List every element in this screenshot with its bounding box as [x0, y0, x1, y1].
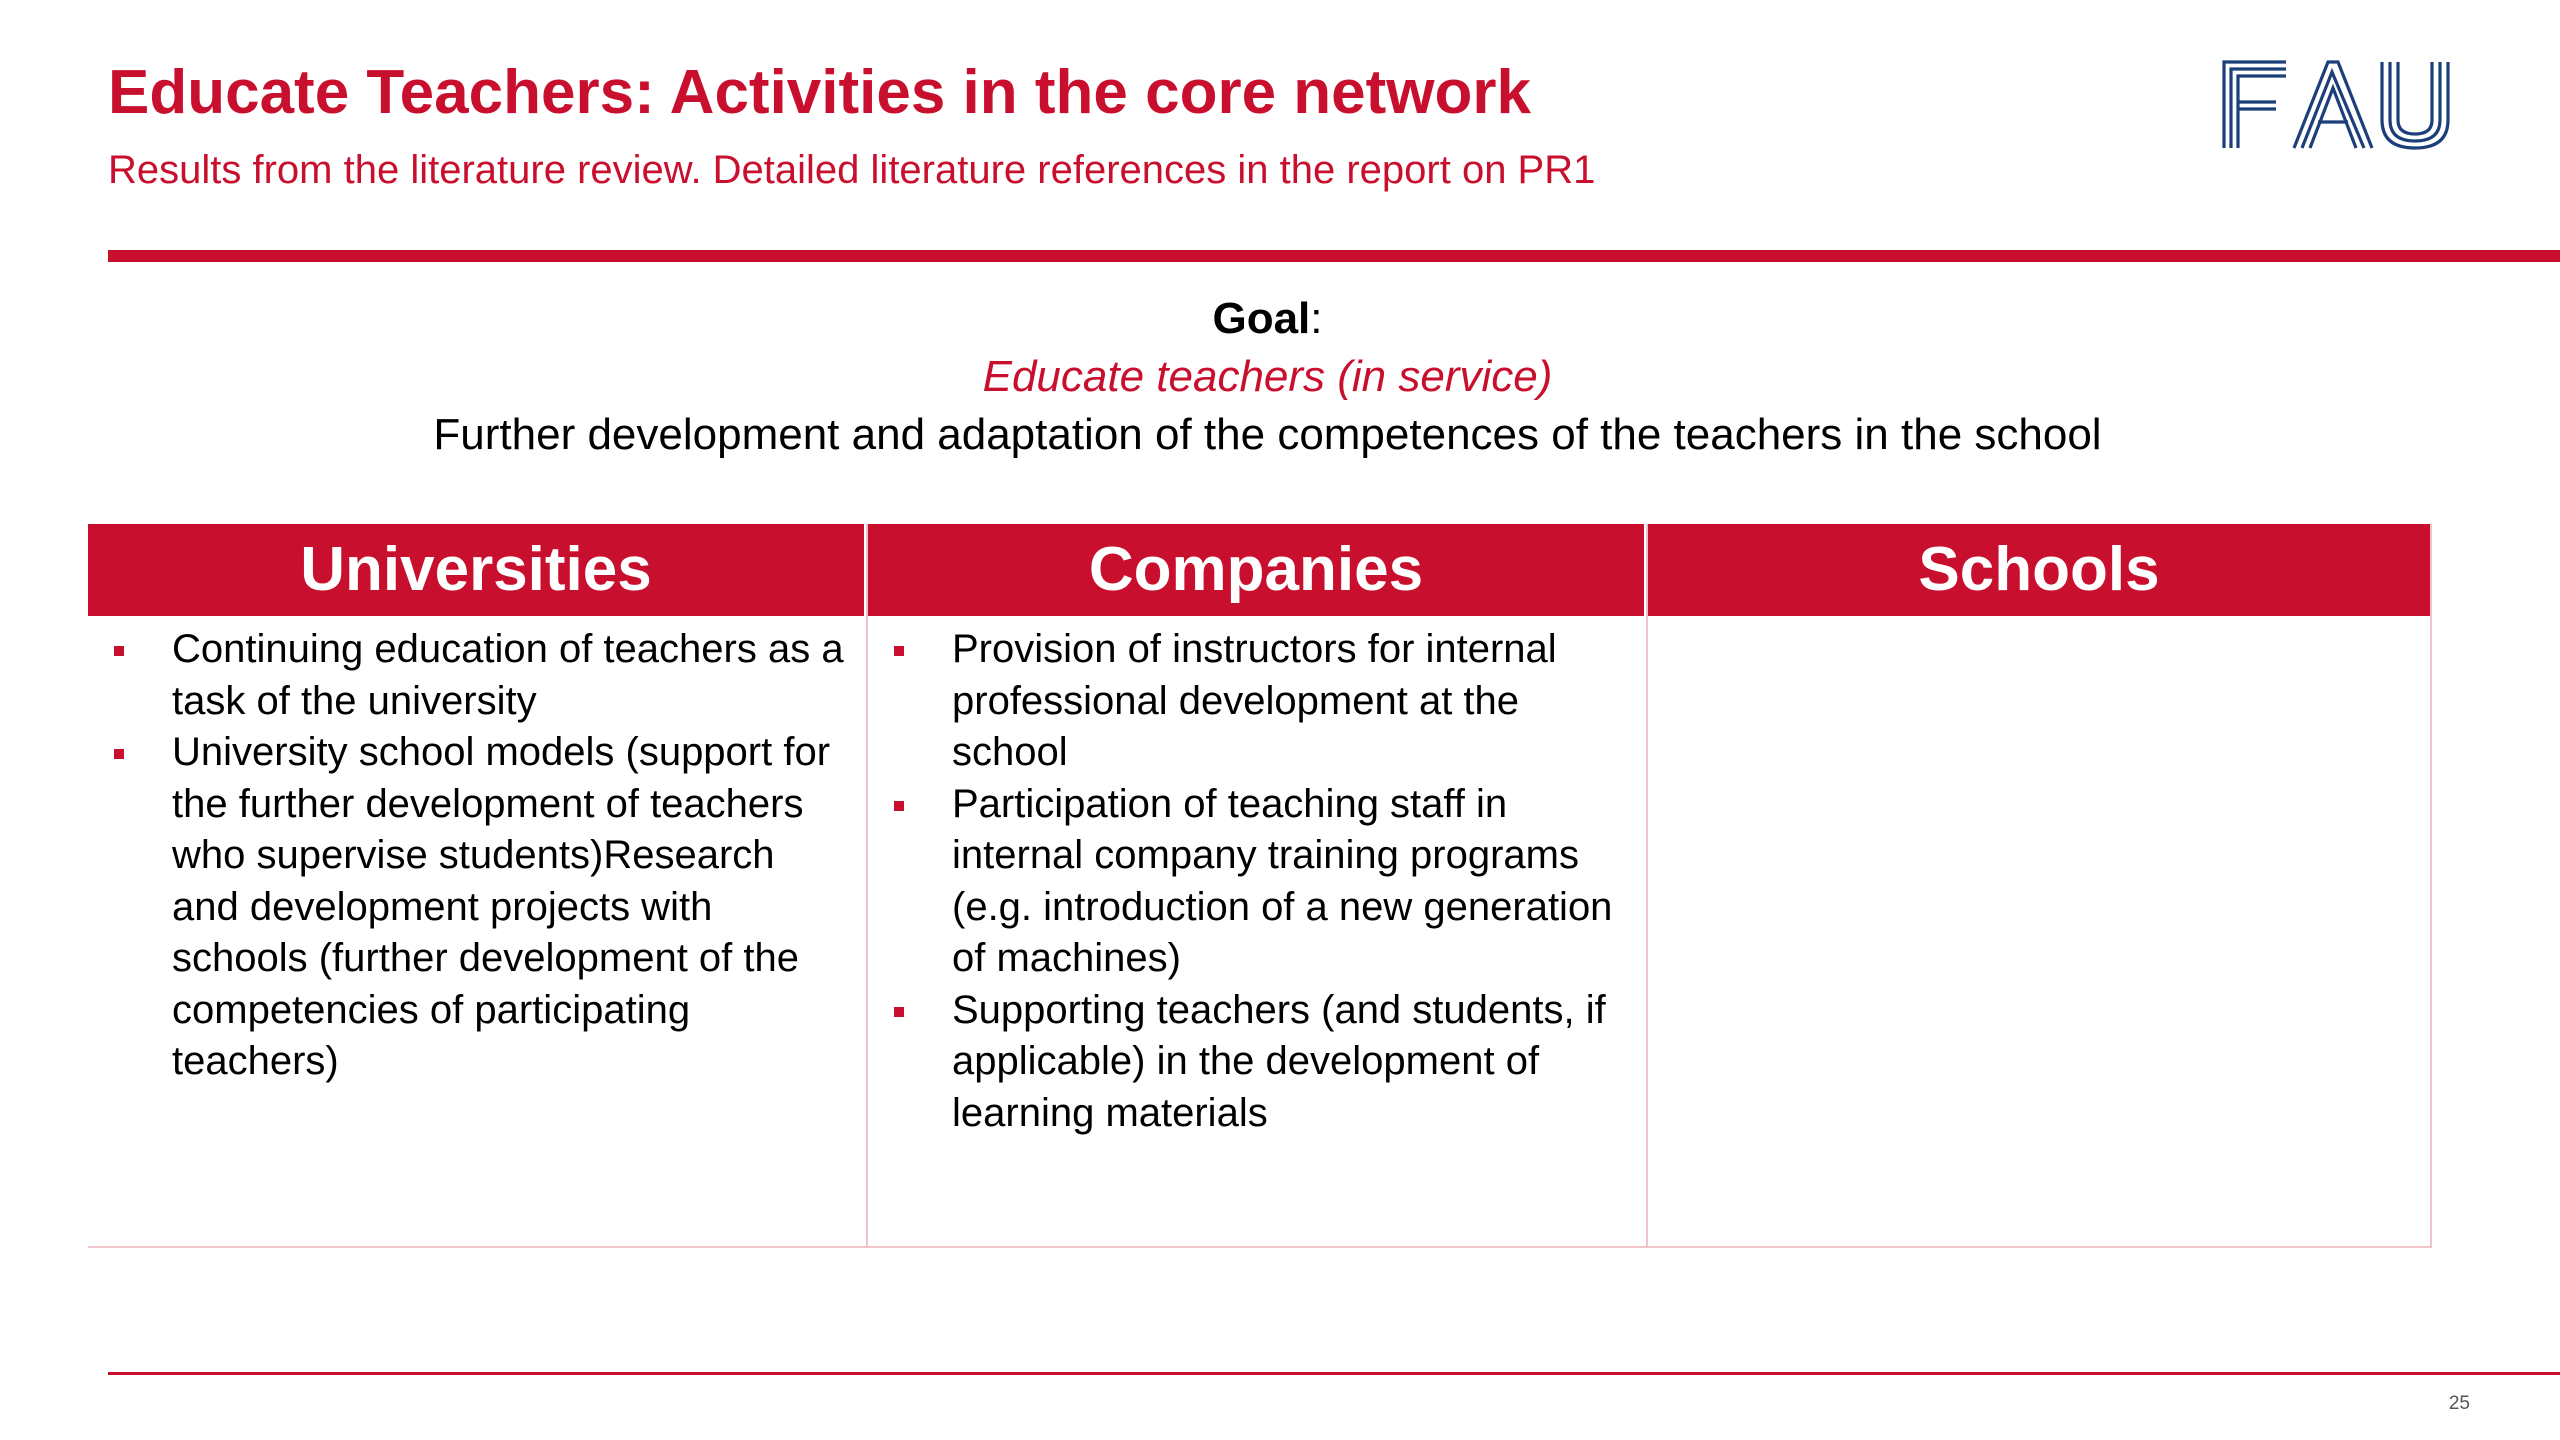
goal-label: Goal: [1212, 294, 1311, 343]
list-item: Supporting teachers (and students, if applicable) in the development of learning materials: [868, 985, 1646, 1140]
activities-table: [88, 524, 2432, 1248]
column-heading-universities: Universities: [88, 524, 866, 616]
goal-focus: Educate teachers (in service): [982, 352, 1553, 401]
fau-logo-icon: [2220, 58, 2452, 152]
universities-list: [88, 616, 866, 1088]
slide-subtitle: Results from the literature review. Detailed literature references in the report on PR1: [108, 148, 1596, 192]
goal-heading: [0, 290, 2535, 348]
footer-divider: [108, 1372, 2560, 1375]
list-item: University school models (support for the further development of teachers who supervise students)Research and development projects with schools (further development of the competencies of participating teachers): [88, 727, 866, 1088]
column-companies: [868, 524, 1648, 1248]
list-item: Participation of teaching staff in internal company training programs (e.g. introduction of a new generation of machines): [868, 779, 1646, 985]
schools-list: [1648, 616, 2430, 624]
column-schools: [1648, 524, 2432, 1248]
list-item: Provision of instructors for internal professional development at the school: [868, 624, 1646, 779]
slide-title: Educate Teachers: Activities in the core network: [108, 58, 1532, 127]
goal-colon: :: [1310, 294, 1323, 343]
companies-list: [868, 616, 1646, 1139]
goal-block: [0, 290, 2535, 464]
table-bottom-border: [88, 1246, 2432, 1248]
list-item: Continuing education of teachers as a task of the university: [88, 624, 866, 727]
column-heading-companies: Companies: [868, 524, 1646, 616]
goal-description: Further development and adaptation of the competences of the teachers in the school: [433, 410, 2102, 459]
header-divider: [108, 250, 2560, 262]
page-number: 25: [2448, 1393, 2470, 1414]
column-universities: [88, 524, 868, 1248]
column-heading-schools: Schools: [1648, 524, 2430, 616]
